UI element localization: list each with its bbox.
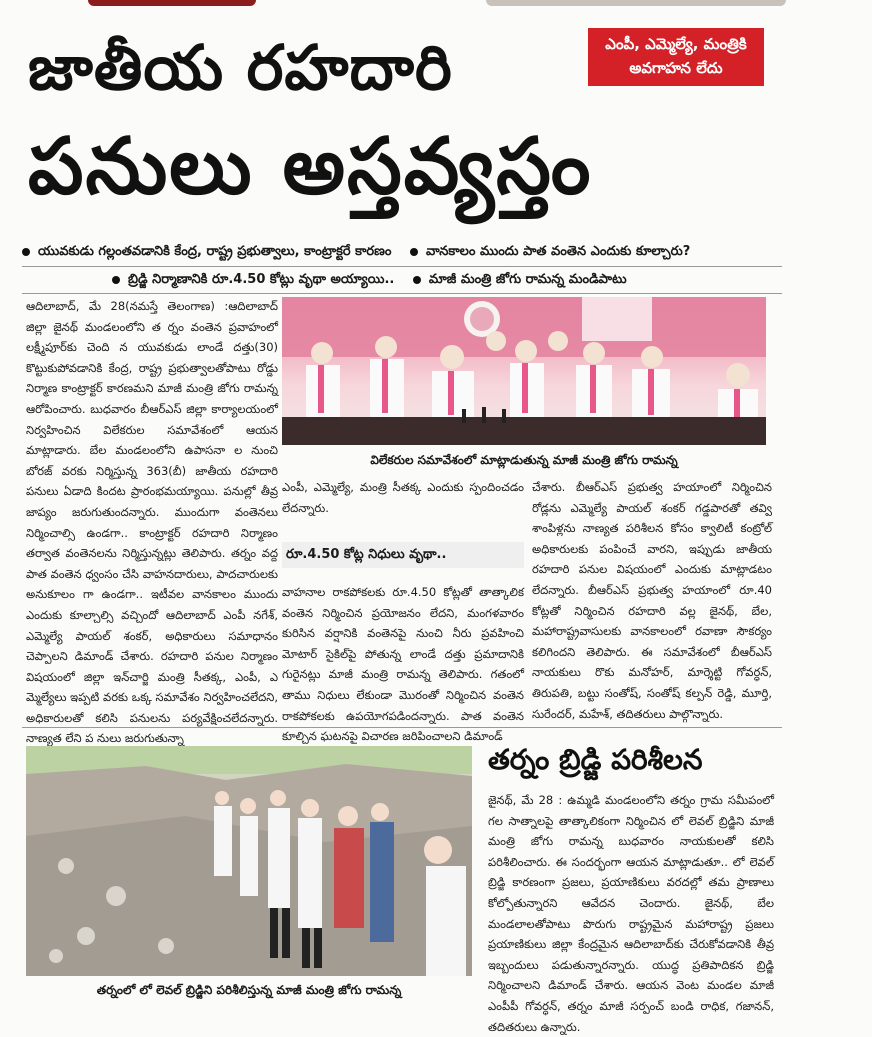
article-column-2: వాహనాల రాకపోకలకు రూ.4.50 కోట్లతో తాత్కాలిక వంతెన నిర్మించిన ప్రయోజనం లేదని, మంగళవారం కురిసిన వర్షానికి వంతెనపై నుంచి నీరు ప్రవహించి మోటార్ సైకిల్‌పై పోతున్న లాండే దత్తు ప్రమాదానికి గురైనట్లు మాజీ మంత్రి రామన్న తెలిపారు. గతంలో తాము నిధులు లేకుండా మొరంతో నిర్మించిన వంతెన రాకపోకలకు ఉపయోగపడిందన్నారు. పాత వంతెన కూల్చిన ఘటనపై విచారణ జరిపించాలని డిమాండ్	[282, 585, 524, 744]
divider	[22, 266, 782, 267]
bridge-inspection-illustration	[26, 746, 472, 976]
bullet-row-1	[22, 244, 782, 262]
top-strip	[0, 0, 800, 8]
bullet-dot-icon	[22, 248, 30, 256]
bullet-item	[413, 272, 627, 290]
divider	[22, 293, 782, 294]
article-column-1: ఆదిలాబాద్, మే 28(నమస్తే తెలంగాణ) :ఆదిలాబాద్ జిల్లా జైనథ్ మండలంలోని త ర్నం వంతెన ప్రవాహంలో లక్ష్మీపూర్‌కు చెంది న యువకుడు లాండే దత్తు(30) కొట్టుకుపోవడానికి కేంద్ర, రాష్ట్ర ప్రభుత్వాలతోపాటు రోడ్డు నిర్మాణ కాంట్రాక్టర్ కారణమని మాజీ మంత్రి జోగు రామన్న ఆరోపించారు. బుధవారం బీఆర్ఎస్ జిల్లా కార్యాలయంలో నిర్వహించిన విలేకరుల సమావేశంలో ఆయన మాట్లాడారు. బేల మండలంలోని ఉపాసనా ల నుంచి బోరజ్ వరకు నిర్మిస్తున్న 363(బీ) జాతీయ రహదారి పనులు ఏడాది కిందట ప్రారంభమయ్యాయి. పనుల్లో తీవ్ర జాప్యం జరుగుతుందన్నారు. ముందుగా వంతెనలు నిర్మించాల్సి ఉండగా.. కాంట్రాక్టర్ రహదారి నిర్మాణం తర్వాత వంతెనలను నిర్మిస్తున్నట్లు తెలిపారు. తర్నం వద్ద పాత వంతెన ధ్వంసం చేసి వాహనదారులు, పాదచారులకు అనుకూలం గా ఉండగా.. ఇటీవల వానకాలం ముందు ఎందుకు కూల్చాల్సి వచ్చిందో ఆదిలాబాద్ ఎంపీ నగేశ్, ఎమ్మెల్యే పాయల్ శంకర్, అధికారులు సమాధానం చెప్పాలని డిమాండ్ చేశారు. రహదారి పనుల నిర్మాణం విషయంలో జిల్లా ఇన్‌చార్జి మంత్రి సీతక్క, ఎంపీ, ఎ మ్మెల్యేలు ఇప్పటి వరకు ఒక్క సమావేశం నిర్వహించలేదని, అధికారులతో కలిసి పనులను పర్యవేక్షించలేదన్నారు. నాణ్యత లేని ప నులు జరుగుతున్నా	[26, 299, 278, 746]
sub-headline: రూ.4.50 కోట్ల నిధులు వృథా..	[282, 542, 524, 568]
headline-line-1: జాతీయ రహదారి	[28, 31, 453, 104]
section-body: జైనథ్, మే 28 : ఉమ్మడి మండలంలోని తర్నం గ్రామ సమీపంలో గల సాత్నాలపై తాత్కాలికంగా నిర్మించిన లో లెవల్ బ్రిడ్జిని మాజీ మంత్రి జోగు రామన్న బుధవారం నాయకులతో కలిసి పరిశీలించారు. ఈ సందర్భంగా ఆయన మాట్లాడుతూ.. లో లెవల్ బ్రిడ్జి కారణంగా ప్రజలు, ప్రయాణికులు వరదల్లో తమ ప్రాణాలు కోల్పోతున్నారని ఆవేదన చెందారు. జైనథ్, బేల మండలాలతోపాటు పొరుగు రాష్ట్రమైన మహారాష్ట్ర ప్రజలు ప్రయాణికులు జిల్లా కేంద్రమైన ఆదిలాబాద్‌కు చేరుకోవడానికి తీవ్ర ఇబ్బందులు పడుతున్నారన్నారు. యుద్ధ ప్రతిపాదికన బ్రిడ్జి నిర్మించాలని డిమాండ్ చేశారు. ఆయన వెంట మండల మాజీ ఎంపీపీ గోవర్ధన్, తర్నం మాజీ సర్పంచ్ బండి రాధిక, గజానన్, తదితరులు ఉన్నారు.	[488, 793, 774, 1034]
bullet-text: వానకాలం ముందు పాత వంతెన ఎందుకు కూల్చారు?	[426, 244, 691, 259]
bullet-item	[22, 244, 391, 262]
article-column-3: చేశారు. బీఆర్ఎస్ ప్రభుత్వ హయాంలో నిర్మించిన రోడ్లను ఎమ్మెల్యే పాయల్ శంకర్ గడ్డపారతో తవ్వి శాంపిళ్లను నాణ్యత పరిశీలన కోసం క్వాలిటీ కంట్రోల్ అధికారులకు పంపించే వారని, ఇప్పుడు జాతీయ రహదారి పనుల విషయంలో ఎందుకు మాట్లాడటం లేదన్నారు. బీఆర్ఎస్ ప్రభుత్వ హయాంలో రూ.40 కోట్లతో నిర్మించిన రహదారి వల్ల జైనథ్, బేల, మహారాష్ట్రవాసులకు వానకాలంలో రవాణా సౌకర్యం కలిగిందని తెలిపారు. ఈ సమావేశంలో బీఆర్ఎస్ నాయకులు రొకు మనోహర్, మార్శెట్టి గోవర్ధన్, తిరుపతి, బట్టు సంతోష్, సంతోష్ కల్పన్ రెడ్డి, మూర్తి, సురేందర్, మహేశ్, తదితరులు పాల్గొన్నారు.	[532, 480, 772, 721]
press-meet-photo	[282, 297, 766, 445]
bullet-row-2	[112, 272, 872, 290]
bullet-text: మాజీ మంత్రి జోగు రామన్న మండిపాటు	[428, 272, 627, 287]
kicker-box	[588, 28, 764, 86]
kicker-line-1: ఎంపీ, ఎమ్మెల్యే, మంత్రికి	[605, 35, 747, 53]
bullet-text: బ్రిడ్జి నిర్మాణానికి రూ.4.50 కోట్లు వృథా అయ్యాయి..	[128, 272, 395, 287]
bullet-dot-icon	[413, 276, 421, 284]
bullet-dot-icon	[112, 276, 120, 284]
bullet-item	[112, 272, 394, 290]
headline-line-2: పనులు అస్తవ్యస్తం	[28, 122, 593, 212]
article-column-2-top: ఎంపీ, ఎమ్మెల్యే, మంత్రి సీతక్క ఎందుకు స్పందించడం లేదన్నారు.	[282, 480, 524, 515]
section-title: తర్నం బ్రిడ్జి పరిశీలన	[488, 743, 703, 776]
bullet-dot-icon	[410, 248, 418, 256]
press-meet-illustration	[282, 297, 766, 445]
press-meet-caption: విలేకరుల సమావేశంలో మాట్లాడుతున్న మాజీ మంత్రి జోగు రామన్న	[370, 453, 678, 467]
bridge-inspection-photo	[26, 746, 472, 976]
bridge-inspection-caption: తర్నంలో లో లెవల్ బ్రిడ్జిని పరిశీలిస్తున్న మాజీ మంత్రి జోగు రామన్న	[96, 983, 402, 997]
bullet-text: యువకుడు గల్లంతవడానికి కేంద్ర, రాష్ట్ర ప్రభుత్వాలు, కాంట్రాక్టరే కారణం	[38, 244, 392, 259]
page-tab-left	[88, 0, 256, 6]
page-tab-right	[486, 0, 786, 6]
kicker-line-2: అవగాహన లేదు	[629, 59, 723, 77]
bullet-item	[410, 244, 690, 262]
